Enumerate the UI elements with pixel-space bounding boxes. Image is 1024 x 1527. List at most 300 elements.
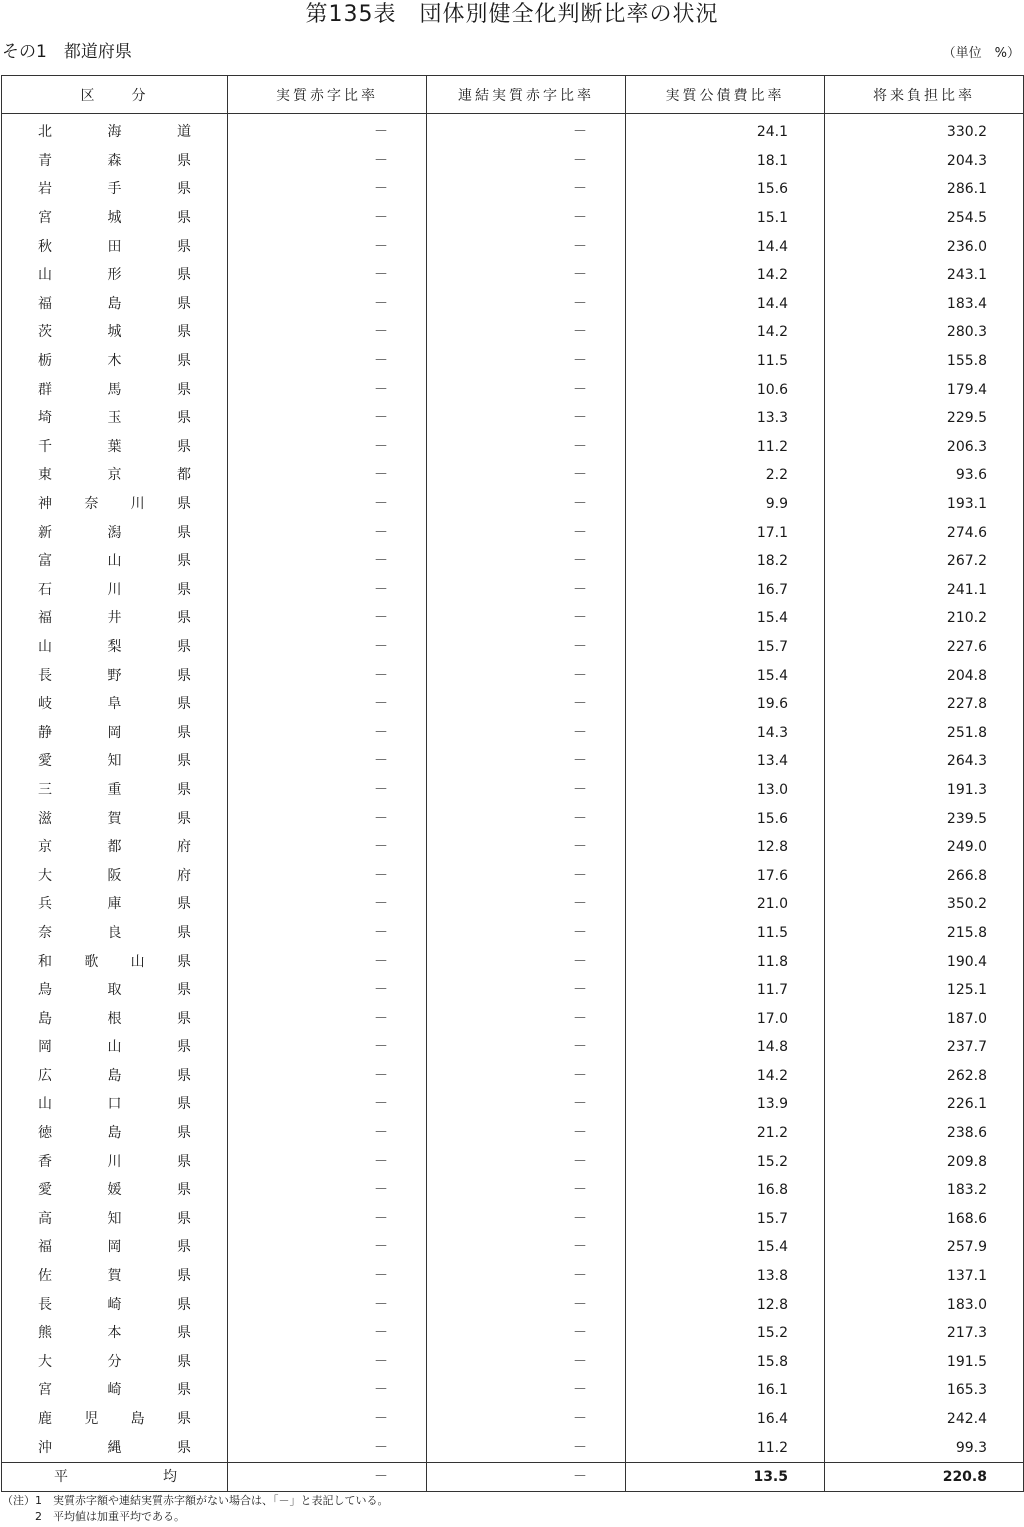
future-burden-cell: 239.5 (825, 804, 1024, 833)
consolidated-deficit-cell: － (427, 290, 626, 319)
debt-service-cell: 15.2 (626, 1319, 825, 1348)
footnote: 2 平均値は加重平均である。 (2, 1510, 185, 1523)
future-burden-cell: 264.3 (825, 747, 1024, 776)
consolidated-deficit-cell: － (427, 1462, 626, 1491)
real-deficit-cell: － (228, 604, 427, 633)
consolidated-deficit-cell: － (427, 919, 626, 948)
consolidated-deficit-cell: － (427, 318, 626, 347)
real-deficit-cell: － (228, 1433, 427, 1462)
future-burden-cell: 155.8 (825, 347, 1024, 376)
real-deficit-cell: － (228, 347, 427, 376)
consolidated-deficit-cell: － (427, 890, 626, 919)
debt-service-cell: 15.6 (626, 804, 825, 833)
real-deficit-cell: － (228, 1033, 427, 1062)
consolidated-deficit-cell: － (427, 747, 626, 776)
real-deficit-cell: － (228, 318, 427, 347)
future-burden-cell: 183.0 (825, 1290, 1024, 1319)
prefecture-name-cell: 三重県 (2, 776, 228, 805)
prefecture-name-cell: 徳島県 (2, 1119, 228, 1148)
prefecture-name-cell: 静岡県 (2, 718, 228, 747)
consolidated-deficit-cell: － (427, 1433, 626, 1462)
real-deficit-cell: － (228, 890, 427, 919)
future-burden-cell: 236.0 (825, 232, 1024, 261)
consolidated-deficit-cell: － (427, 490, 626, 519)
future-burden-cell: 93.6 (825, 461, 1024, 490)
prefecture-name-cell: 岡山県 (2, 1033, 228, 1062)
prefecture-name-cell: 大分県 (2, 1348, 228, 1377)
table-row (2, 1290, 1024, 1319)
consolidated-deficit-cell: － (427, 1119, 626, 1148)
prefecture-name-cell: 沖縄県 (2, 1433, 228, 1462)
table-row (2, 890, 1024, 919)
table-row (2, 1405, 1024, 1434)
table-row (2, 1376, 1024, 1405)
consolidated-deficit-cell: － (427, 776, 626, 805)
prefecture-name-cell: 佐賀県 (2, 1262, 228, 1291)
future-burden-cell: 99.3 (825, 1433, 1024, 1462)
debt-service-cell: 15.2 (626, 1147, 825, 1176)
real-deficit-cell: － (228, 261, 427, 290)
prefecture-name-cell: 福島県 (2, 290, 228, 319)
consolidated-deficit-cell: － (427, 175, 626, 204)
real-deficit-cell: － (228, 490, 427, 519)
table-row (2, 461, 1024, 490)
future-burden-cell: 267.2 (825, 547, 1024, 576)
debt-service-cell: 15.4 (626, 604, 825, 633)
table-row (2, 1147, 1024, 1176)
real-deficit-cell: － (228, 1262, 427, 1291)
prefecture-name-cell: 秋田県 (2, 232, 228, 261)
consolidated-deficit-cell: － (427, 690, 626, 719)
real-deficit-cell: － (228, 1176, 427, 1205)
prefecture-name-cell: 兵庫県 (2, 890, 228, 919)
prefecture-name-cell: 富山県 (2, 547, 228, 576)
consolidated-deficit-cell: － (427, 633, 626, 662)
debt-service-cell: 9.9 (626, 490, 825, 519)
debt-service-cell: 16.8 (626, 1176, 825, 1205)
table-row (2, 261, 1024, 290)
ratio-table (1, 75, 1024, 1492)
table-row (2, 375, 1024, 404)
table-header-row (2, 76, 1024, 114)
table-row (2, 747, 1024, 776)
consolidated-deficit-cell: － (427, 661, 626, 690)
table-row (2, 433, 1024, 462)
real-deficit-cell: － (228, 661, 427, 690)
real-deficit-cell: － (228, 833, 427, 862)
table-row (2, 1090, 1024, 1119)
future-burden-cell: 280.3 (825, 318, 1024, 347)
table-row (2, 175, 1024, 204)
consolidated-deficit-cell: － (427, 1376, 626, 1405)
consolidated-deficit-cell: － (427, 1176, 626, 1205)
consolidated-deficit-cell: － (427, 461, 626, 490)
future-burden-cell: 193.1 (825, 490, 1024, 519)
consolidated-deficit-cell: － (427, 1147, 626, 1176)
debt-service-cell: 14.2 (626, 1062, 825, 1091)
real-deficit-cell: － (228, 1147, 427, 1176)
prefecture-name-cell: 新潟県 (2, 518, 228, 547)
prefecture-name-cell: 滋賀県 (2, 804, 228, 833)
prefecture-name-cell: 宮城県 (2, 204, 228, 233)
real-deficit-cell: － (228, 1090, 427, 1119)
future-burden-cell: 206.3 (825, 433, 1024, 462)
consolidated-deficit-cell: － (427, 604, 626, 633)
future-burden-cell: 179.4 (825, 375, 1024, 404)
footnote: （注）1 実質赤字額や連結実質赤字額がない場合は、「－」と表記している。 (2, 1494, 389, 1507)
real-deficit-cell: － (228, 576, 427, 605)
prefecture-name-cell: 大阪府 (2, 861, 228, 890)
consolidated-deficit-cell: － (427, 947, 626, 976)
real-deficit-cell: － (228, 175, 427, 204)
debt-service-cell: 14.4 (626, 290, 825, 319)
debt-service-cell: 13.5 (626, 1462, 825, 1491)
prefecture-name-cell: 京都府 (2, 833, 228, 862)
debt-service-cell: 11.2 (626, 1433, 825, 1462)
debt-service-cell: 16.1 (626, 1376, 825, 1405)
debt-service-cell: 14.3 (626, 718, 825, 747)
consolidated-deficit-cell: － (427, 1319, 626, 1348)
consolidated-deficit-cell: － (427, 1004, 626, 1033)
prefecture-name-cell: 埼玉県 (2, 404, 228, 433)
table-row (2, 404, 1024, 433)
future-burden-cell: 241.1 (825, 576, 1024, 605)
real-deficit-cell: － (228, 1376, 427, 1405)
consolidated-deficit-cell: － (427, 114, 626, 147)
consolidated-deficit-cell: － (427, 861, 626, 890)
consolidated-deficit-cell: － (427, 433, 626, 462)
consolidated-deficit-cell: － (427, 232, 626, 261)
debt-service-cell: 16.4 (626, 1405, 825, 1434)
table-row (2, 804, 1024, 833)
prefecture-name-cell: 山梨県 (2, 633, 228, 662)
future-burden-cell: 251.8 (825, 718, 1024, 747)
future-burden-cell: 165.3 (825, 1376, 1024, 1405)
debt-service-cell: 21.0 (626, 890, 825, 919)
debt-service-cell: 16.7 (626, 576, 825, 605)
consolidated-deficit-cell: － (427, 1262, 626, 1291)
future-burden-cell: 187.0 (825, 1004, 1024, 1033)
consolidated-deficit-cell: － (427, 518, 626, 547)
debt-service-cell: 21.2 (626, 1119, 825, 1148)
consolidated-deficit-cell: － (427, 1233, 626, 1262)
table-row (2, 1262, 1024, 1291)
future-burden-cell: 183.4 (825, 290, 1024, 319)
unit-label: （単位 %） (942, 46, 1020, 61)
real-deficit-cell: － (228, 919, 427, 948)
table-row (2, 147, 1024, 176)
prefecture-name-cell: 熊本県 (2, 1319, 228, 1348)
prefecture-name-cell: 鳥取県 (2, 976, 228, 1005)
real-deficit-cell: － (228, 976, 427, 1005)
debt-service-cell: 13.9 (626, 1090, 825, 1119)
debt-service-cell: 14.2 (626, 261, 825, 290)
table-row (2, 490, 1024, 519)
debt-service-cell: 15.4 (626, 1233, 825, 1262)
debt-service-cell: 13.3 (626, 404, 825, 433)
real-deficit-cell: － (228, 1004, 427, 1033)
future-burden-cell: 266.8 (825, 861, 1024, 890)
future-burden-cell: 229.5 (825, 404, 1024, 433)
table-row (2, 776, 1024, 805)
future-burden-cell: 227.6 (825, 633, 1024, 662)
consolidated-deficit-cell: － (427, 347, 626, 376)
page-title: 第135表 団体別健全化判断比率の状況 (305, 2, 719, 27)
debt-service-cell: 12.8 (626, 1290, 825, 1319)
future-burden-cell: 226.1 (825, 1090, 1024, 1119)
debt-service-cell: 15.6 (626, 175, 825, 204)
real-deficit-cell: － (228, 114, 427, 147)
future-burden-cell: 210.2 (825, 604, 1024, 633)
real-deficit-cell: － (228, 461, 427, 490)
consolidated-deficit-cell: － (427, 261, 626, 290)
table-row (2, 518, 1024, 547)
prefecture-name-cell: 奈良県 (2, 919, 228, 948)
table-row (2, 318, 1024, 347)
real-deficit-cell: － (228, 947, 427, 976)
future-burden-cell: 137.1 (825, 1262, 1024, 1291)
future-burden-cell: 254.5 (825, 204, 1024, 233)
prefecture-name-cell: 鹿児島県 (2, 1405, 228, 1434)
prefecture-name-cell: 福井県 (2, 604, 228, 633)
header-real-debt-service-ratio: 実質公債費比率 (626, 76, 825, 114)
future-burden-cell: 215.8 (825, 919, 1024, 948)
future-burden-cell: 242.4 (825, 1405, 1024, 1434)
debt-service-cell: 11.5 (626, 919, 825, 948)
consolidated-deficit-cell: － (427, 147, 626, 176)
consolidated-deficit-cell: － (427, 404, 626, 433)
footnotes (2, 1493, 389, 1525)
prefecture-name-cell: 栃木県 (2, 347, 228, 376)
consolidated-deficit-cell: － (427, 1062, 626, 1091)
prefecture-name-cell: 群馬県 (2, 375, 228, 404)
real-deficit-cell: － (228, 547, 427, 576)
prefecture-name-cell: 岩手県 (2, 175, 228, 204)
table-subtitle: その1 都道府県 (2, 42, 132, 62)
future-burden-cell: 238.6 (825, 1119, 1024, 1148)
real-deficit-cell: － (228, 1233, 427, 1262)
prefecture-name-cell: 愛媛県 (2, 1176, 228, 1205)
debt-service-cell: 13.0 (626, 776, 825, 805)
table-row (2, 1062, 1024, 1091)
real-deficit-cell: － (228, 290, 427, 319)
debt-service-cell: 14.4 (626, 232, 825, 261)
table-row (2, 604, 1024, 633)
future-burden-cell: 168.6 (825, 1205, 1024, 1234)
future-burden-cell: 209.8 (825, 1147, 1024, 1176)
debt-service-cell: 17.0 (626, 1004, 825, 1033)
real-deficit-cell: － (228, 804, 427, 833)
prefecture-name-cell: 千葉県 (2, 433, 228, 462)
table-row (2, 947, 1024, 976)
debt-service-cell: 15.7 (626, 1205, 825, 1234)
table-row (2, 861, 1024, 890)
future-burden-cell: 350.2 (825, 890, 1024, 919)
debt-service-cell: 14.2 (626, 318, 825, 347)
real-deficit-cell: － (228, 433, 427, 462)
debt-service-cell: 12.8 (626, 833, 825, 862)
table-row (2, 232, 1024, 261)
table-row (2, 547, 1024, 576)
consolidated-deficit-cell: － (427, 1348, 626, 1377)
table-row (2, 661, 1024, 690)
prefecture-name-cell: 香川県 (2, 1147, 228, 1176)
prefecture-name-cell: 高知県 (2, 1205, 228, 1234)
header-real-deficit-ratio: 実質赤字比率 (228, 76, 427, 114)
future-burden-cell: 330.2 (825, 114, 1024, 147)
debt-service-cell: 11.8 (626, 947, 825, 976)
future-burden-cell: 243.1 (825, 261, 1024, 290)
future-burden-cell: 125.1 (825, 976, 1024, 1005)
debt-service-cell: 18.2 (626, 547, 825, 576)
debt-service-cell: 19.6 (626, 690, 825, 719)
prefecture-name-cell: 宮崎県 (2, 1376, 228, 1405)
consolidated-deficit-cell: － (427, 204, 626, 233)
debt-service-cell: 17.6 (626, 861, 825, 890)
consolidated-deficit-cell: － (427, 1033, 626, 1062)
real-deficit-cell: － (228, 1319, 427, 1348)
debt-service-cell: 18.1 (626, 147, 825, 176)
prefecture-name-cell: 青森県 (2, 147, 228, 176)
prefecture-name-cell: 山口県 (2, 1090, 228, 1119)
debt-service-cell: 17.1 (626, 518, 825, 547)
future-burden-cell: 183.2 (825, 1176, 1024, 1205)
table-row (2, 919, 1024, 948)
real-deficit-cell: － (228, 1290, 427, 1319)
consolidated-deficit-cell: － (427, 833, 626, 862)
consolidated-deficit-cell: － (427, 1205, 626, 1234)
table-row (2, 347, 1024, 376)
prefecture-name-cell: 平均 (2, 1462, 228, 1491)
future-burden-cell: 237.7 (825, 1033, 1024, 1062)
debt-service-cell: 10.6 (626, 375, 825, 404)
debt-service-cell: 14.8 (626, 1033, 825, 1062)
future-burden-cell: 249.0 (825, 833, 1024, 862)
real-deficit-cell: － (228, 1205, 427, 1234)
debt-service-cell: 11.2 (626, 433, 825, 462)
prefecture-name-cell: 和歌山県 (2, 947, 228, 976)
debt-service-cell: 15.4 (626, 661, 825, 690)
prefecture-name-cell: 広島県 (2, 1062, 228, 1091)
consolidated-deficit-cell: － (427, 576, 626, 605)
table-row (2, 1205, 1024, 1234)
future-burden-cell: 220.8 (825, 1462, 1024, 1491)
future-burden-cell: 257.9 (825, 1233, 1024, 1262)
average-row (2, 1462, 1024, 1491)
real-deficit-cell: － (228, 232, 427, 261)
consolidated-deficit-cell: － (427, 1090, 626, 1119)
real-deficit-cell: － (228, 1462, 427, 1491)
prefecture-name-cell: 神奈川県 (2, 490, 228, 519)
prefecture-name-cell: 北海道 (2, 114, 228, 147)
prefecture-name-cell: 茨城県 (2, 318, 228, 347)
table-body (2, 114, 1024, 1492)
table-row (2, 1176, 1024, 1205)
debt-service-cell: 15.8 (626, 1348, 825, 1377)
future-burden-cell: 217.3 (825, 1319, 1024, 1348)
real-deficit-cell: － (228, 776, 427, 805)
table-row (2, 576, 1024, 605)
prefecture-name-cell: 東京都 (2, 461, 228, 490)
real-deficit-cell: － (228, 204, 427, 233)
header-future-burden-ratio: 将来負担比率 (825, 76, 1024, 114)
prefecture-name-cell: 島根県 (2, 1004, 228, 1033)
future-burden-cell: 190.4 (825, 947, 1024, 976)
consolidated-deficit-cell: － (427, 804, 626, 833)
consolidated-deficit-cell: － (427, 976, 626, 1005)
future-burden-cell: 204.3 (825, 147, 1024, 176)
real-deficit-cell: － (228, 861, 427, 890)
table-row (2, 290, 1024, 319)
real-deficit-cell: － (228, 518, 427, 547)
table-row (2, 204, 1024, 233)
prefecture-name-cell: 福岡県 (2, 1233, 228, 1262)
consolidated-deficit-cell: － (427, 718, 626, 747)
real-deficit-cell: － (228, 375, 427, 404)
future-burden-cell: 286.1 (825, 175, 1024, 204)
real-deficit-cell: － (228, 147, 427, 176)
future-burden-cell: 191.3 (825, 776, 1024, 805)
table-row (2, 1004, 1024, 1033)
debt-service-cell: 24.1 (626, 114, 825, 147)
header-category: 区 分 (2, 76, 228, 114)
debt-service-cell: 11.5 (626, 347, 825, 376)
debt-service-cell: 13.4 (626, 747, 825, 776)
table-row (2, 718, 1024, 747)
debt-service-cell: 15.1 (626, 204, 825, 233)
table-row (2, 976, 1024, 1005)
table-row (2, 633, 1024, 662)
future-burden-cell: 204.8 (825, 661, 1024, 690)
future-burden-cell: 262.8 (825, 1062, 1024, 1091)
real-deficit-cell: － (228, 747, 427, 776)
consolidated-deficit-cell: － (427, 375, 626, 404)
real-deficit-cell: － (228, 1348, 427, 1377)
real-deficit-cell: － (228, 690, 427, 719)
table-row (2, 1433, 1024, 1462)
future-burden-cell: 227.8 (825, 690, 1024, 719)
prefecture-name-cell: 長野県 (2, 661, 228, 690)
real-deficit-cell: － (228, 1119, 427, 1148)
table-row (2, 1119, 1024, 1148)
prefecture-name-cell: 岐阜県 (2, 690, 228, 719)
table-row (2, 1033, 1024, 1062)
table-row (2, 1348, 1024, 1377)
consolidated-deficit-cell: － (427, 547, 626, 576)
table-row (2, 114, 1024, 147)
consolidated-deficit-cell: － (427, 1405, 626, 1434)
debt-service-cell: 13.8 (626, 1262, 825, 1291)
table-row (2, 690, 1024, 719)
future-burden-cell: 191.5 (825, 1348, 1024, 1377)
prefecture-name-cell: 愛知県 (2, 747, 228, 776)
future-burden-cell: 274.6 (825, 518, 1024, 547)
real-deficit-cell: － (228, 1062, 427, 1091)
real-deficit-cell: － (228, 633, 427, 662)
real-deficit-cell: － (228, 718, 427, 747)
debt-service-cell: 2.2 (626, 461, 825, 490)
prefecture-name-cell: 山形県 (2, 261, 228, 290)
prefecture-name-cell: 長崎県 (2, 1290, 228, 1319)
header-consolidated-deficit-ratio: 連結実質赤字比率 (427, 76, 626, 114)
real-deficit-cell: － (228, 404, 427, 433)
prefecture-name-cell: 石川県 (2, 576, 228, 605)
table-row (2, 1319, 1024, 1348)
real-deficit-cell: － (228, 1405, 427, 1434)
table-row (2, 833, 1024, 862)
table-row (2, 1233, 1024, 1262)
debt-service-cell: 15.7 (626, 633, 825, 662)
